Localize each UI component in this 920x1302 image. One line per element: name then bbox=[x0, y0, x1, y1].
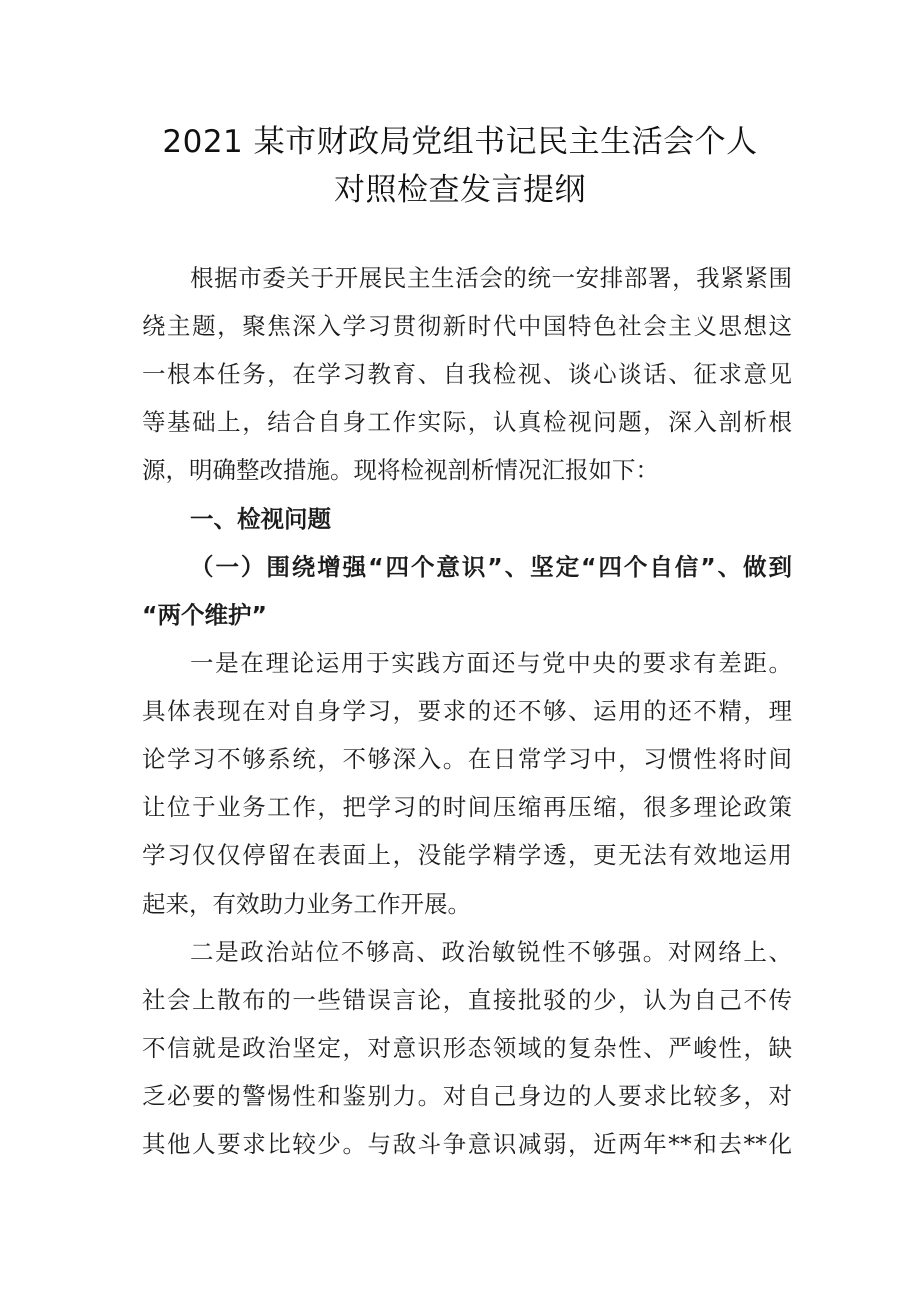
paragraph-2-line: 社会上散布的一些错误言论，直接批驳的少，认为自己不传 bbox=[142, 986, 792, 1014]
section-heading: 一、检视问题 bbox=[190, 505, 331, 533]
paragraph-2-line: 二是政治站位不够高、政治敏锐性不够强。对网络上、 bbox=[190, 938, 792, 966]
paragraph-1-line: 起来，有效助力业务工作开展。 bbox=[142, 890, 471, 918]
paragraph-1-line: 一是在理论运用于实践方面还与党中央的要求有差距。 bbox=[190, 649, 792, 677]
paragraph-2-line: 其他人要求比较少。与敌斗争意识减弱，近两年**和去**化 bbox=[142, 1130, 792, 1158]
paragraph-2-line: 乏必要的警惕性和鉴别力。对自己身边的人要求比较多，对 bbox=[142, 1082, 792, 1110]
intro-paragraph-line: 等基础上，结合自身工作实际，认真检视问题，深入剖析根 bbox=[142, 408, 792, 436]
subsection-heading-line: （一）围绕增强“四个意识”、坚定“四个自信”、做到 bbox=[190, 553, 792, 581]
document-title-line-1: 2021 某市财政局党组书记民主生活会个人 bbox=[162, 124, 758, 160]
intro-paragraph-line: 绕主题，聚焦深入学习贯彻新时代中国特色社会主义思想这 bbox=[142, 312, 792, 340]
paragraph-1-line: 论学习不够系统，不够深入。在日常学习中，习惯性将时间 bbox=[142, 745, 792, 773]
intro-paragraph-line: 根据市委关于开展民主生活会的统一安排部署，我紧紧围 bbox=[190, 264, 792, 292]
subsection-heading-line: “两个维护” bbox=[142, 601, 267, 629]
paragraph-1-line: 学习仅仅停留在表面上，没能学精学透，更无法有效地运用 bbox=[142, 841, 792, 869]
paragraph-1-line: 让位于业务工作，把学习的时间压缩再压缩，很多理论政策 bbox=[142, 793, 792, 821]
paragraph-1-line: 具体表现在对自身学习，要求的还不够、运用的还不精，理 bbox=[142, 697, 792, 725]
paragraph-2-line: 不信就是政治坚定，对意识形态领域的复杂性、严峻性，缺 bbox=[142, 1034, 792, 1062]
intro-paragraph-line: 源，明确整改措施。现将检视剖析情况汇报如下： bbox=[142, 456, 659, 484]
document-title-line-2: 对照检查发言提纲 bbox=[334, 172, 586, 208]
intro-paragraph-line: 一根本任务，在学习教育、自我检视、谈心谈话、征求意见 bbox=[142, 360, 792, 388]
